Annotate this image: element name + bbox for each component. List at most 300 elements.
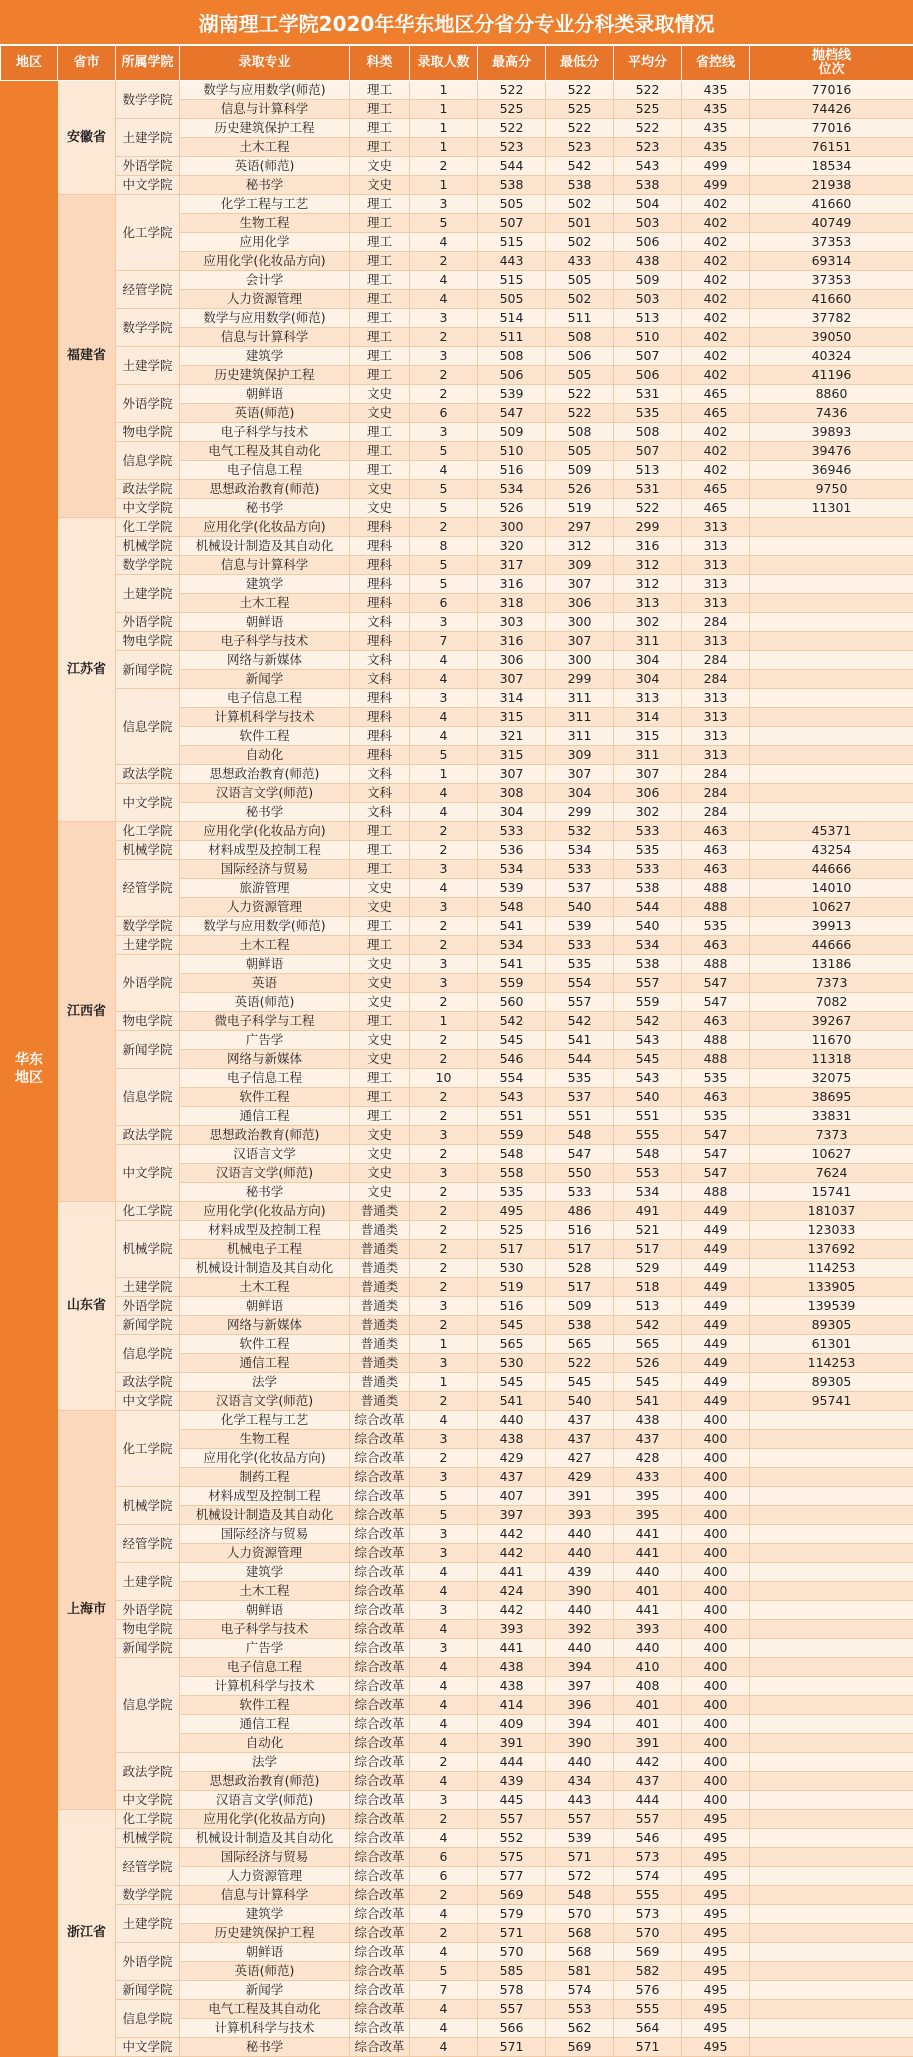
college-cell: 外语学院 [116,1943,180,1981]
header-row [1,46,913,81]
category-cell: 普通类 [350,1259,410,1278]
admitted-cell: 3 [410,1297,478,1316]
admitted-cell: 3 [410,1525,478,1544]
max-score-cell: 551 [478,1107,546,1126]
admitted-cell: 5 [410,499,478,518]
avg-score-cell: 538 [614,955,682,974]
major-cell: 生物工程 [180,214,350,233]
major-cell: 汉语言文学(师范) [180,1164,350,1183]
max-score-cell: 439 [478,1772,546,1791]
rank-cell: 43254 [750,841,913,860]
control-line-cell: 400 [682,1487,750,1506]
college-cell: 政法学院 [116,1753,180,1791]
control-line-cell: 435 [682,81,750,100]
min-score-cell: 535 [546,955,614,974]
avg-score-cell: 513 [614,309,682,328]
category-cell: 理科 [350,556,410,575]
rank-cell [750,2000,913,2019]
major-cell: 朝鲜语 [180,1601,350,1620]
avg-score-cell: 442 [614,1753,682,1772]
control-line-cell: 449 [682,1221,750,1240]
avg-score-cell: 571 [614,2038,682,2057]
table-row [1,1601,913,1620]
min-score-cell: 393 [546,1506,614,1525]
college-cell: 机械学院 [116,841,180,860]
table-row [1,1905,913,1924]
rank-cell: 9750 [750,480,913,499]
category-cell: 综合改革 [350,1753,410,1772]
min-score-cell: 517 [546,1278,614,1297]
table-row [1,1848,913,1867]
max-score-cell: 438 [478,1677,546,1696]
major-cell: 英语 [180,974,350,993]
rank-cell [750,1525,913,1544]
college-cell: 机械学院 [116,1487,180,1525]
category-cell: 理工 [350,138,410,157]
college-cell: 中文学院 [116,1392,180,1411]
admitted-cell: 4 [410,708,478,727]
avg-score-cell: 565 [614,1335,682,1354]
avg-score-cell: 507 [614,347,682,366]
avg-score-cell: 541 [614,1392,682,1411]
category-cell: 综合改革 [350,1867,410,1886]
admitted-cell: 4 [410,2019,478,2038]
admitted-cell: 2 [410,1183,478,1202]
control-line-cell: 495 [682,2000,750,2019]
control-line-cell: 499 [682,176,750,195]
rank-cell [750,1544,913,1563]
category-cell: 理工 [350,290,410,309]
table-row [1,556,913,575]
category-cell: 理工 [350,1088,410,1107]
category-cell: 综合改革 [350,1905,410,1924]
avg-score-cell: 522 [614,499,682,518]
rank-cell [750,1696,913,1715]
category-cell: 综合改革 [350,1981,410,2000]
admitted-cell: 2 [410,1240,478,1259]
college-cell: 数学学院 [116,309,180,347]
min-score-cell: 299 [546,670,614,689]
table-row [1,1221,913,1240]
min-score-cell: 440 [546,1639,614,1658]
max-score-cell: 522 [478,81,546,100]
max-score-cell: 542 [478,1012,546,1031]
rank-cell: 41660 [750,290,913,309]
max-score-cell: 516 [478,461,546,480]
admitted-cell: 4 [410,1905,478,1924]
avg-score-cell: 401 [614,1582,682,1601]
category-cell: 普通类 [350,1278,410,1297]
avg-score-cell: 531 [614,480,682,499]
avg-score-cell: 538 [614,879,682,898]
table-row [1,1316,913,1335]
category-cell: 文史 [350,1126,410,1145]
min-score-cell: 506 [546,347,614,366]
control-line-cell: 435 [682,100,750,119]
avg-score-cell: 559 [614,993,682,1012]
min-score-cell: 297 [546,518,614,537]
category-cell: 综合改革 [350,1468,410,1487]
category-cell: 综合改革 [350,1924,410,1943]
avg-score-cell: 533 [614,860,682,879]
rank-cell [750,1658,913,1677]
avg-score-cell: 555 [614,2000,682,2019]
control-line-cell: 313 [682,727,750,746]
control-line-cell: 495 [682,1924,750,1943]
max-score-cell: 514 [478,309,546,328]
max-score-cell: 515 [478,233,546,252]
admitted-cell: 3 [410,860,478,879]
avg-score-cell: 311 [614,746,682,765]
avg-score-cell: 302 [614,613,682,632]
major-cell: 土木工程 [180,594,350,613]
province-cell: 江西省 [58,822,116,1202]
max-score-cell: 409 [478,1715,546,1734]
college-cell: 新闻学院 [116,1031,180,1069]
avg-score-cell: 428 [614,1449,682,1468]
admitted-cell: 4 [410,1677,478,1696]
max-score-cell: 424 [478,1582,546,1601]
rank-cell [750,1981,913,2000]
control-line-cell: 400 [682,1696,750,1715]
max-score-cell: 445 [478,1791,546,1810]
control-line-cell: 402 [682,423,750,442]
min-score-cell: 522 [546,385,614,404]
major-cell: 应用化学(化妆品方向) [180,518,350,537]
table-row [1,1411,913,1430]
min-score-cell: 565 [546,1335,614,1354]
avg-score-cell: 523 [614,138,682,157]
major-cell: 通信工程 [180,1107,350,1126]
min-score-cell: 537 [546,879,614,898]
max-score-cell: 438 [478,1430,546,1449]
control-line-cell: 402 [682,309,750,328]
control-line-cell: 465 [682,499,750,518]
min-score-cell: 307 [546,575,614,594]
avg-score-cell: 522 [614,81,682,100]
control-line-cell: 495 [682,1810,750,1829]
control-line-cell: 465 [682,480,750,499]
college-cell: 新闻学院 [116,1639,180,1658]
category-cell: 理科 [350,727,410,746]
category-cell: 文史 [350,879,410,898]
control-line-cell: 495 [682,1943,750,1962]
max-score-cell: 539 [478,879,546,898]
control-line-cell: 400 [682,1506,750,1525]
avg-score-cell: 513 [614,461,682,480]
admitted-cell: 1 [410,765,478,784]
category-cell: 综合改革 [350,1601,410,1620]
category-cell: 综合改革 [350,1772,410,1791]
max-score-cell: 506 [478,366,546,385]
admitted-cell: 1 [410,1373,478,1392]
control-line-cell: 495 [682,1867,750,1886]
avg-score-cell: 518 [614,1278,682,1297]
max-score-cell: 541 [478,1392,546,1411]
category-cell: 理工 [350,917,410,936]
table-row [1,385,913,404]
rank-cell: 37353 [750,271,913,290]
table-row [1,1810,913,1829]
college-cell: 土建学院 [116,1563,180,1601]
min-score-cell: 541 [546,1031,614,1050]
admitted-cell: 2 [410,366,478,385]
min-score-cell: 581 [546,1962,614,1981]
rank-cell: 21938 [750,176,913,195]
category-cell: 理科 [350,594,410,613]
control-line-cell: 449 [682,1335,750,1354]
rank-cell [750,2038,913,2057]
category-cell: 文史 [350,1050,410,1069]
control-line-cell: 402 [682,347,750,366]
table-row [1,1525,913,1544]
avg-score-cell: 304 [614,670,682,689]
min-score-cell: 304 [546,784,614,803]
max-score-cell: 429 [478,1449,546,1468]
college-cell: 化工学院 [116,1810,180,1829]
min-score-cell: 551 [546,1107,614,1126]
control-line-cell: 435 [682,138,750,157]
min-score-cell: 311 [546,708,614,727]
min-score-cell: 557 [546,1810,614,1829]
min-score-cell: 542 [546,157,614,176]
min-score-cell: 437 [546,1411,614,1430]
table-row [1,347,913,366]
college-cell: 数学学院 [116,1886,180,1905]
min-score-cell: 440 [546,1753,614,1772]
major-cell: 新闻学 [180,1981,350,2000]
max-score-cell: 505 [478,195,546,214]
avg-score-cell: 437 [614,1772,682,1791]
max-score-cell: 315 [478,708,546,727]
province-cell: 江苏省 [58,518,116,822]
college-cell: 化工学院 [116,1411,180,1487]
category-cell: 文史 [350,898,410,917]
control-line-cell: 400 [682,1468,750,1487]
admitted-cell: 5 [410,575,478,594]
control-line-cell: 400 [682,1753,750,1772]
control-line-cell: 284 [682,670,750,689]
control-line-cell: 488 [682,955,750,974]
rank-cell [750,784,913,803]
control-line-cell: 547 [682,1126,750,1145]
table-row [1,1297,913,1316]
avg-score-cell: 304 [614,651,682,670]
admitted-cell: 4 [410,2000,478,2019]
max-score-cell: 545 [478,1031,546,1050]
rank-cell: 18534 [750,157,913,176]
max-score-cell: 442 [478,1525,546,1544]
category-cell: 文史 [350,176,410,195]
avg-score-cell: 506 [614,233,682,252]
rank-cell [750,1905,913,1924]
admitted-cell: 2 [410,841,478,860]
college-cell: 信息学院 [116,2000,180,2038]
rank-cell [750,1411,913,1430]
major-cell: 广告学 [180,1639,350,1658]
min-score-cell: 533 [546,1183,614,1202]
avg-score-cell: 491 [614,1202,682,1221]
control-line-cell: 402 [682,328,750,347]
category-cell: 综合改革 [350,1962,410,1981]
major-cell: 汉语言文学(师范) [180,1392,350,1411]
min-score-cell: 486 [546,1202,614,1221]
rank-cell: 114253 [750,1354,913,1373]
max-score-cell: 579 [478,1905,546,1924]
avg-score-cell: 545 [614,1373,682,1392]
rank-cell [750,2019,913,2038]
header-college: 所属学院 [116,46,180,81]
control-line-cell: 400 [682,1430,750,1449]
min-score-cell: 394 [546,1658,614,1677]
avg-score-cell: 517 [614,1240,682,1259]
admitted-cell: 1 [410,1012,478,1031]
college-cell: 政法学院 [116,1373,180,1392]
table-row [1,575,913,594]
min-score-cell: 439 [546,1563,614,1582]
max-score-cell: 440 [478,1411,546,1430]
admitted-cell: 7 [410,1981,478,2000]
admitted-cell: 8 [410,537,478,556]
admitted-cell: 4 [410,290,478,309]
control-line-cell: 495 [682,1981,750,2000]
table-row [1,2000,913,2019]
admitted-cell: 2 [410,1753,478,1772]
major-cell: 思想政治教育(师范) [180,1772,350,1791]
major-cell: 数学与应用数学(师范) [180,309,350,328]
min-score-cell: 443 [546,1791,614,1810]
admitted-cell: 3 [410,195,478,214]
category-cell: 理工 [350,252,410,271]
max-score-cell: 536 [478,841,546,860]
rank-cell [750,765,913,784]
min-score-cell: 511 [546,309,614,328]
major-cell: 信息与计算科学 [180,556,350,575]
table-row [1,765,913,784]
max-score-cell: 575 [478,1848,546,1867]
min-score-cell: 535 [546,1069,614,1088]
table-row [1,480,913,499]
avg-score-cell: 316 [614,537,682,556]
major-cell: 建筑学 [180,575,350,594]
rank-cell [750,1886,913,1905]
admitted-cell: 2 [410,1886,478,1905]
max-score-cell: 534 [478,860,546,879]
avg-score-cell: 441 [614,1544,682,1563]
avg-score-cell: 564 [614,2019,682,2038]
control-line-cell: 535 [682,917,750,936]
admitted-cell: 4 [410,879,478,898]
table-row [1,1639,913,1658]
min-score-cell: 557 [546,993,614,1012]
major-cell: 通信工程 [180,1354,350,1373]
college-cell: 土建学院 [116,575,180,613]
min-score-cell: 307 [546,632,614,651]
major-cell: 历史建筑保护工程 [180,1924,350,1943]
control-line-cell: 284 [682,765,750,784]
major-cell: 国际经济与贸易 [180,1525,350,1544]
table-row [1,784,913,803]
major-cell: 应用化学(化妆品方向) [180,822,350,841]
major-cell: 机械电子工程 [180,1240,350,1259]
admitted-cell: 10 [410,1069,478,1088]
max-score-cell: 546 [478,1050,546,1069]
header-major: 录取专业 [180,46,350,81]
major-cell: 信息与计算科学 [180,328,350,347]
category-cell: 普通类 [350,1373,410,1392]
major-cell: 自动化 [180,1734,350,1753]
avg-score-cell: 302 [614,803,682,822]
category-cell: 综合改革 [350,1715,410,1734]
max-score-cell: 391 [478,1734,546,1753]
category-cell: 综合改革 [350,1810,410,1829]
admitted-cell: 4 [410,784,478,803]
admitted-cell: 2 [410,1145,478,1164]
admitted-cell: 2 [410,1924,478,1943]
min-score-cell: 570 [546,1905,614,1924]
rank-cell: 37353 [750,233,913,252]
avg-score-cell: 542 [614,1316,682,1335]
admitted-cell: 1 [410,138,478,157]
control-line-cell: 495 [682,1905,750,1924]
category-cell: 文史 [350,1164,410,1183]
control-line-cell: 402 [682,271,750,290]
rank-cell: 77016 [750,119,913,138]
rank-cell [750,689,913,708]
max-score-cell: 571 [478,2038,546,2057]
avg-score-cell: 299 [614,518,682,537]
control-line-cell: 400 [682,1677,750,1696]
rank-cell: 44666 [750,860,913,879]
control-line-cell: 400 [682,1772,750,1791]
min-score-cell: 569 [546,2038,614,2057]
max-score-cell: 559 [478,1126,546,1145]
table-row [1,1981,913,2000]
control-line-cell: 449 [682,1259,750,1278]
max-score-cell: 397 [478,1506,546,1525]
major-cell: 电气工程及其自动化 [180,442,350,461]
max-score-cell: 495 [478,1202,546,1221]
min-score-cell: 502 [546,233,614,252]
max-score-cell: 320 [478,537,546,556]
category-cell: 文科 [350,670,410,689]
avg-score-cell: 312 [614,556,682,575]
college-cell: 经管学院 [116,271,180,309]
major-cell: 电子科学与技术 [180,1620,350,1639]
rank-cell [750,518,913,537]
table-row [1,518,913,537]
college-cell: 机械学院 [116,1829,180,1848]
college-cell: 中文学院 [116,176,180,195]
rank-cell: 74426 [750,100,913,119]
max-score-cell: 538 [478,176,546,195]
rank-cell [750,1962,913,1981]
rank-cell [750,1563,913,1582]
avg-score-cell: 546 [614,1829,682,1848]
rank-cell [750,651,913,670]
rank-cell [750,1601,913,1620]
avg-score-cell: 542 [614,1012,682,1031]
province-cell: 福建省 [58,195,116,518]
control-line-cell: 400 [682,1525,750,1544]
admitted-cell: 2 [410,1810,478,1829]
rank-cell: 37782 [750,309,913,328]
admitted-cell: 4 [410,1715,478,1734]
category-cell: 文科 [350,613,410,632]
avg-score-cell: 533 [614,822,682,841]
admitted-cell: 3 [410,898,478,917]
rank-cell [750,594,913,613]
